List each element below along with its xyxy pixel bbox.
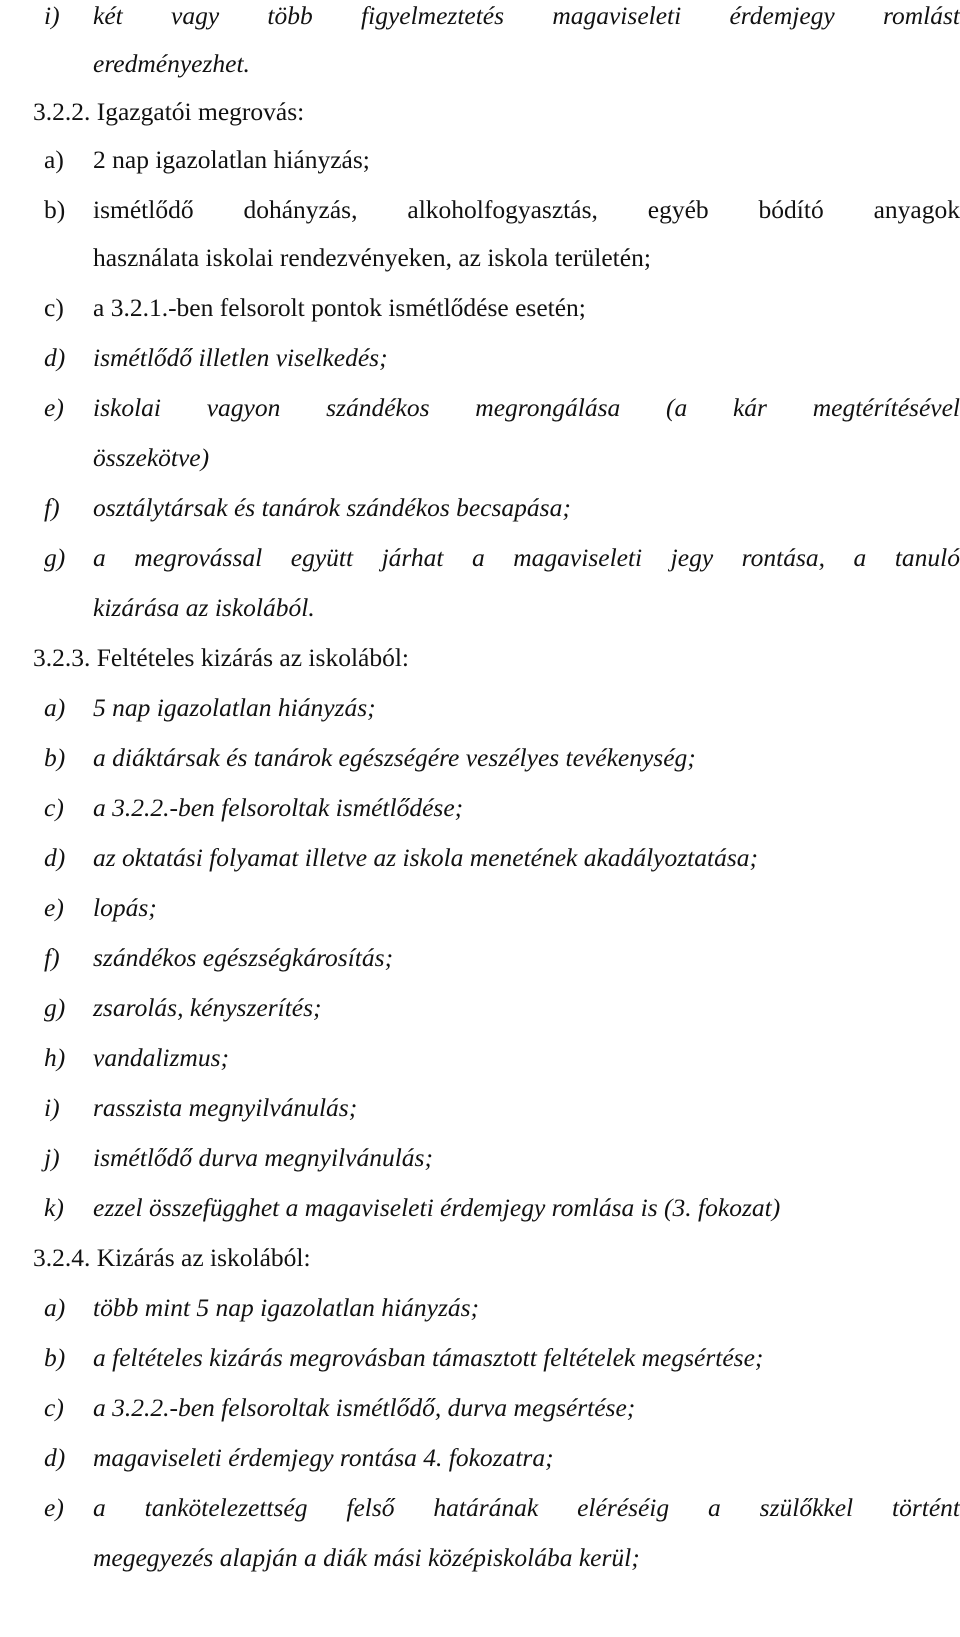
list-label: g) — [44, 543, 66, 572]
list-item — [0, 144, 960, 194]
section-heading — [0, 96, 960, 146]
list-item-continuation — [0, 242, 960, 292]
heading-text: 3.2.4. Kizárás az iskolából: — [33, 1243, 311, 1272]
list-text: az oktatási folyamat illetve az iskola menetének akadályoztatása; — [93, 843, 758, 872]
list-item — [0, 1442, 960, 1492]
list-text: megegyezés alapján a diák mási középiskolába kerül; — [93, 1543, 640, 1572]
list-label: d) — [44, 843, 66, 872]
list-item — [0, 342, 960, 392]
list-item-continuation — [0, 48, 960, 98]
list-label: i) — [44, 1, 60, 30]
list-label: c) — [44, 293, 64, 322]
list-label: h) — [44, 1043, 66, 1072]
list-item-continuation — [0, 442, 960, 492]
list-item — [0, 1192, 960, 1242]
list-label: k) — [44, 1193, 64, 1222]
section-heading — [0, 1242, 960, 1292]
list-text: eredményezhet. — [93, 49, 250, 78]
list-item — [0, 1392, 960, 1442]
list-label: a) — [44, 1293, 66, 1322]
list-item — [0, 1492, 960, 1542]
list-item — [0, 1292, 960, 1342]
list-label: b) — [44, 1343, 66, 1372]
list-label: j) — [44, 1143, 60, 1172]
list-text: osztálytársak és tanárok szándékos becsapása; — [93, 493, 571, 522]
list-label: a) — [44, 693, 66, 722]
list-label: c) — [44, 1393, 64, 1422]
list-text: több mint 5 nap igazolatlan hiányzás; — [93, 1293, 480, 1322]
list-text: magaviseleti érdemjegy rontása 4. fokozatra; — [93, 1443, 554, 1472]
list-item — [0, 1342, 960, 1392]
list-item — [0, 542, 960, 592]
list-text: vandalizmus; — [93, 1043, 229, 1072]
list-text: rasszista megnyilvánulás; — [93, 1093, 358, 1122]
list-label: c) — [44, 793, 64, 822]
list-label: f) — [44, 943, 60, 972]
list-label: g) — [44, 993, 66, 1022]
list-item — [0, 842, 960, 892]
list-item — [0, 892, 960, 942]
list-item — [0, 0, 960, 50]
list-item — [0, 492, 960, 542]
list-item — [0, 1042, 960, 1092]
list-text: a diáktársak és tanárok egészségére veszélyes tevékenység; — [93, 743, 696, 772]
list-text: ismétlődő dohányzás, alkoholfogyasztás, egyéb bódító anyagok — [93, 195, 960, 224]
list-text: használata iskolai rendezvényeken, az iskola területén; — [93, 243, 651, 272]
list-label: d) — [44, 1443, 66, 1472]
list-text: a 3.2.1.-ben felsorolt pontok ismétlődése esetén; — [93, 293, 586, 322]
list-label: b) — [44, 195, 66, 224]
list-label: b) — [44, 743, 66, 772]
list-text: lopás; — [93, 893, 157, 922]
list-item-continuation — [0, 592, 960, 642]
heading-text: 3.2.3. Feltételes kizárás az iskolából: — [33, 643, 410, 672]
list-text: a tankötelezettség felső határának eléréséig a szülőkkel történt — [93, 1493, 960, 1522]
list-label: e) — [44, 893, 64, 922]
list-item — [0, 742, 960, 792]
list-label: f) — [44, 493, 60, 522]
list-text: 2 nap igazolatlan hiányzás; — [93, 145, 370, 174]
list-text: 5 nap igazolatlan hiányzás; — [93, 693, 376, 722]
list-text: zsarolás, kényszerítés; — [93, 993, 322, 1022]
list-label: d) — [44, 343, 66, 372]
list-label: i) — [44, 1093, 60, 1122]
list-item-continuation — [0, 1542, 960, 1592]
list-item — [0, 292, 960, 342]
list-item — [0, 194, 960, 244]
list-label: e) — [44, 1493, 64, 1522]
list-item — [0, 1092, 960, 1142]
list-text: összekötve) — [93, 443, 210, 472]
list-item — [0, 392, 960, 442]
list-text: ismétlődő durva megnyilvánulás; — [93, 1143, 433, 1172]
list-item — [0, 992, 960, 1042]
list-text: a 3.2.2.-ben felsoroltak ismétlődő, durva megsértése; — [93, 1393, 636, 1422]
list-item — [0, 792, 960, 842]
list-text: ezzel összefügghet a magaviseleti érdemjegy romlása is (3. fokozat) — [93, 1193, 781, 1222]
list-label: e) — [44, 393, 64, 422]
list-text: a 3.2.2.-ben felsoroltak ismétlődése; — [93, 793, 464, 822]
list-item — [0, 692, 960, 742]
heading-text: 3.2.2. Igazgatói megrovás: — [33, 97, 305, 126]
list-item — [0, 1142, 960, 1192]
list-text: a feltételes kizárás megrovásban támasztott feltételek megsértése; — [93, 1343, 764, 1372]
list-text: két vagy több figyelmeztetés magaviseleti érdemjegy romlást — [93, 1, 960, 30]
list-label: a) — [44, 145, 64, 174]
section-heading — [0, 642, 960, 692]
list-text: iskolai vagyon szándékos megrongálása (a kár megtérítésével — [93, 393, 960, 422]
list-item — [0, 942, 960, 992]
list-text: ismétlődő illetlen viselkedés; — [93, 343, 388, 372]
list-text: a megrovással együtt járhat a magaviseleti jegy rontása, a tanuló — [93, 543, 960, 572]
list-text: szándékos egészségkárosítás; — [93, 943, 394, 972]
list-text: kizárása az iskolából. — [93, 593, 315, 622]
